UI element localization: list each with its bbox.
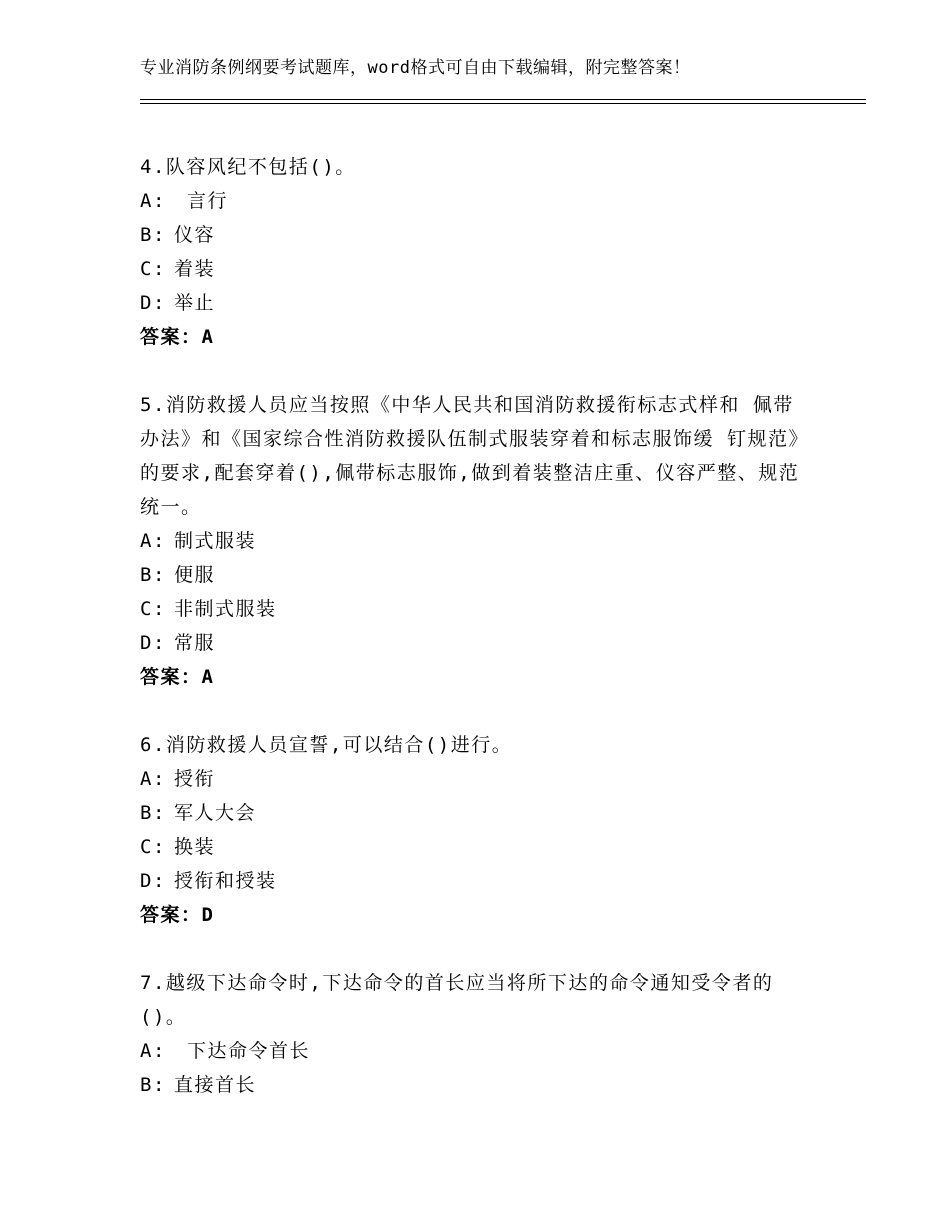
answer-label: 答案：D [140, 904, 215, 926]
option-letter: B: [140, 224, 166, 246]
option-letter: A: [140, 190, 166, 212]
option-text: 授衔和授装 [174, 870, 277, 892]
option-letter: D: [140, 870, 166, 892]
option-a [140, 762, 810, 796]
option-letter: C: [140, 836, 166, 858]
question-4 [140, 150, 810, 354]
option-letter: B: [140, 564, 166, 586]
option-c [140, 830, 810, 864]
option-text: 常服 [174, 632, 216, 654]
option-letter: A: [140, 768, 166, 790]
answer-label: 答案：A [140, 326, 215, 348]
option-text: 举止 [174, 292, 216, 314]
header-divider-top [140, 99, 866, 100]
option-text: 言行 [174, 190, 228, 212]
option-letter: D: [140, 292, 166, 314]
option-letter: B: [140, 802, 166, 824]
option-c [140, 592, 810, 626]
option-letter: D: [140, 632, 166, 654]
question-5 [140, 388, 810, 694]
option-text: 仪容 [174, 224, 216, 246]
option-text: 授衔 [174, 768, 216, 790]
option-text: 直接首长 [174, 1074, 257, 1096]
option-text: 军人大会 [174, 802, 257, 824]
option-letter: A: [140, 1040, 166, 1062]
question-text: 6.消防救援人员宣誓,可以结合()进行。 [140, 734, 513, 756]
option-b [140, 218, 810, 252]
option-c [140, 252, 810, 286]
option-letter: A: [140, 530, 166, 552]
answer-label: 答案：A [140, 666, 215, 688]
option-d [140, 626, 810, 660]
option-letter: C: [140, 258, 166, 280]
option-a [140, 1034, 810, 1068]
option-text: 下达命令首长 [174, 1040, 310, 1062]
header-divider-bottom [140, 103, 866, 104]
option-text: 便服 [174, 564, 216, 586]
page-header: 专业消防条例纲要考试题库，word格式可自由下载编辑，附完整答案！ [140, 58, 691, 78]
question-7 [140, 966, 810, 1102]
option-a [140, 524, 810, 558]
option-d [140, 286, 810, 320]
option-text: 换装 [174, 836, 216, 858]
question-text: 7.越级下达命令时,下达命令的首长应当将所下达的命令通知受令者的()。 [140, 972, 774, 1028]
option-letter: C: [140, 598, 166, 620]
option-b [140, 1068, 810, 1102]
option-text: 制式服装 [174, 530, 257, 552]
option-text: 着装 [174, 258, 216, 280]
option-b [140, 796, 810, 830]
question-6 [140, 728, 810, 932]
option-letter: B: [140, 1074, 166, 1096]
option-d [140, 864, 810, 898]
option-text: 非制式服装 [174, 598, 277, 620]
question-text: 4.队容风纪不包括()。 [140, 156, 356, 178]
question-list [140, 150, 810, 1136]
option-b [140, 558, 810, 592]
option-a [140, 184, 810, 218]
question-text: 5.消防救援人员应当按照《中华人民共和国消防救援衔标志式样和 佩带办法》和《国家综合性消防救援队伍制式服装穿着和标志服饰缓 钉规范》的要求,配套穿着(),佩带标志服饰,做到着装整洁庄重、仪容严整、规范统一。 [140, 394, 809, 518]
